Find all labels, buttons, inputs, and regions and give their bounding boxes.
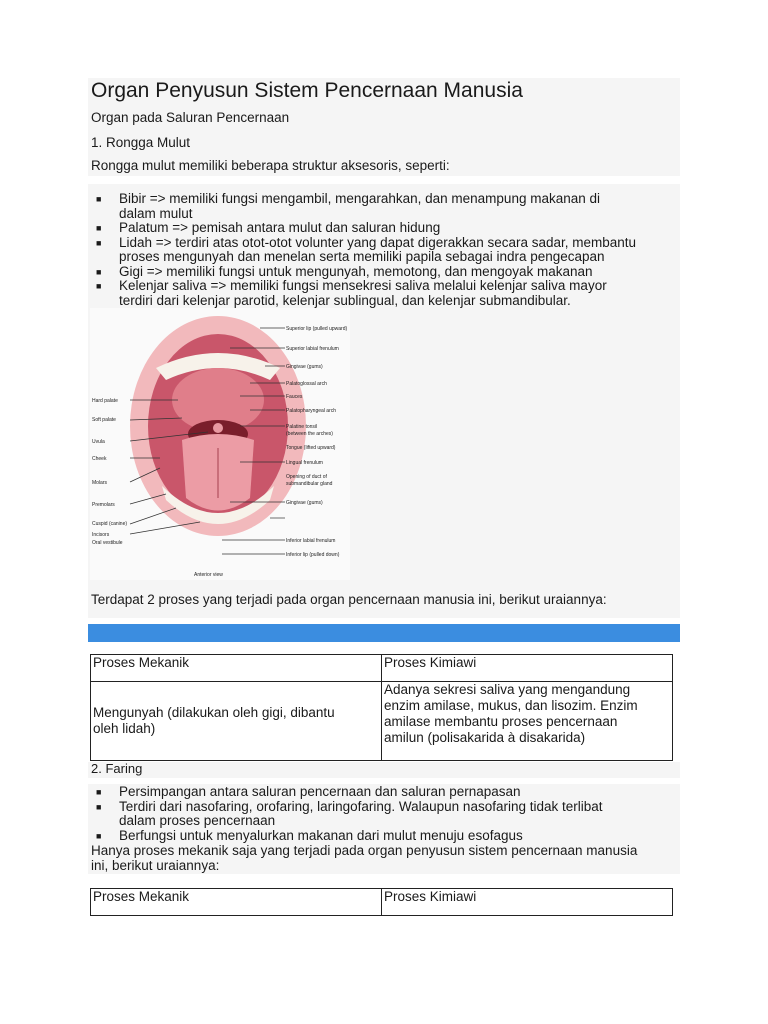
list-item: ■ Gigi => memiliki fungsi untuk mengunyah, memotong, dan mengoyak makanan — [96, 263, 593, 279]
paragraph: Hanya proses mekanik saja yang terjadi pada organ penyusun sistem pencernaan manusia ini, berikut uraiannya: — [91, 843, 638, 873]
shade-block — [88, 762, 680, 778]
table-row — [91, 889, 673, 916]
figure-label: (between the arches) — [286, 431, 333, 437]
bullet-icon: ■ — [96, 830, 102, 841]
bullet-icon: ■ — [96, 223, 102, 233]
figure-label: Incisors — [92, 532, 110, 538]
figure-label: Fauces — [286, 394, 303, 400]
bullet-icon: ■ — [96, 266, 102, 277]
bullet-icon: ■ — [96, 801, 102, 812]
figure-label: Inferior labial frenulum — [286, 538, 336, 544]
table-header: Proses Kimiawi — [382, 655, 673, 682]
figure-label: Premolars — [92, 502, 115, 508]
figure-label: Uvula — [92, 439, 105, 445]
table-header: Proses Mekanik — [91, 655, 382, 682]
highlight-bar — [88, 624, 680, 642]
figure-label: Molars — [92, 480, 108, 486]
mouth-anatomy-figure — [90, 308, 350, 580]
figure-label: Inferior lip (pulled down) — [286, 552, 340, 558]
table-row — [91, 655, 673, 682]
struktur-list — [91, 192, 636, 308]
figure-label: Cuspid (canine) — [92, 521, 128, 527]
list-item: ■ Terdiri dari nasofaring, orofaring, laringofaring. Walaupun nasofaring tidak terlibat dalam proses pencernaan — [96, 798, 603, 828]
figure-label: Opening of duct of — [286, 474, 327, 480]
figure-label: Gingivae (gums) — [286, 500, 323, 506]
list-item: ■ Persimpangan antara saluran pencernaan dan saluran pernapasan — [96, 784, 521, 799]
intro-text: Rongga mulut memiliki beberapa struktur aksesoris, seperti: — [91, 158, 450, 173]
figure-label: Palatopharyngeal arch — [286, 408, 337, 414]
table-cell: Adanya sekresi saliva yang mengandung enzim amilase, mukus, dan lisozim. Enzim amilase membantu proses pencernaan amilun (polisakarida à disakarida) — [382, 682, 673, 761]
figure-label: Hard palate — [92, 398, 118, 404]
list-item: ■ Lidah => terdiri atas otot-otot volunter yang dapat digerakkan secara sadar, membantu proses mengunyah dan menelan serta memiliki papila sebagai indra pengecapan — [96, 234, 637, 264]
figure-label: Gingivae (gums) — [286, 364, 323, 370]
page-title: Organ Penyusun Sistem Pencernaan Manusia — [91, 79, 523, 102]
bullet-icon: ■ — [96, 237, 102, 248]
list-item: ■ Berfungsi untuk menyalurkan makanan dari mulut menuju esofagus — [96, 827, 523, 843]
bullet-icon: ■ — [96, 787, 102, 797]
figure-label: Superior lip (pulled upward) — [286, 326, 348, 332]
section-heading: 2. Faring — [91, 761, 143, 776]
figure-label: submandibular gland — [286, 481, 333, 487]
table-header: Proses Mekanik — [91, 889, 382, 916]
intro-text: Terdapat 2 proses yang terjadi pada organ pencernaan manusia ini, berikut uraiannya: — [91, 592, 607, 607]
figure-label: Tongue (lifted upward) — [286, 445, 336, 451]
list-item: ■ Palatum => pemisah antara mulut dan saluran hidung — [96, 220, 441, 235]
figure-label: Soft palate — [92, 417, 116, 423]
list-item: ■ Kelenjar saliva => memiliki fungsi mensekresi saliva melalui kelenjar saliva mayor terdiri dari kelenjar parotid, kelenjar sublingual, dan kelenjar submandibular. — [96, 278, 607, 308]
process-table-2 — [90, 888, 673, 916]
process-table — [90, 654, 673, 761]
list-item: ■ Bibir => memiliki fungsi mengambil, mengarahkan, dan menampung makanan di dalam mulut — [96, 191, 601, 221]
table-row — [91, 682, 673, 761]
figure-label: Cheek — [92, 456, 107, 462]
figure-label: Superior labial frenulum — [286, 346, 339, 352]
faring-list — [91, 785, 603, 843]
table-cell: Mengunyah (dilakukan oleh gigi, dibantu oleh lidah) — [91, 682, 382, 761]
subtitle: Organ pada Saluran Pencernaan — [91, 110, 290, 125]
figure-label: Oral vestibule — [92, 540, 123, 546]
section-heading: 1. Rongga Mulut — [91, 135, 191, 150]
figure-caption: Anterior view — [194, 572, 223, 578]
bullet-icon: ■ — [96, 194, 102, 204]
mouth-illustration — [90, 308, 350, 580]
table-header: Proses Kimiawi — [382, 889, 673, 916]
figure-label: Palatoglossal arch — [286, 381, 327, 387]
figure-label: Lingual frenulum — [286, 460, 323, 466]
bullet-icon: ■ — [96, 281, 102, 291]
figure-label: Palatine tonsil — [286, 424, 318, 430]
